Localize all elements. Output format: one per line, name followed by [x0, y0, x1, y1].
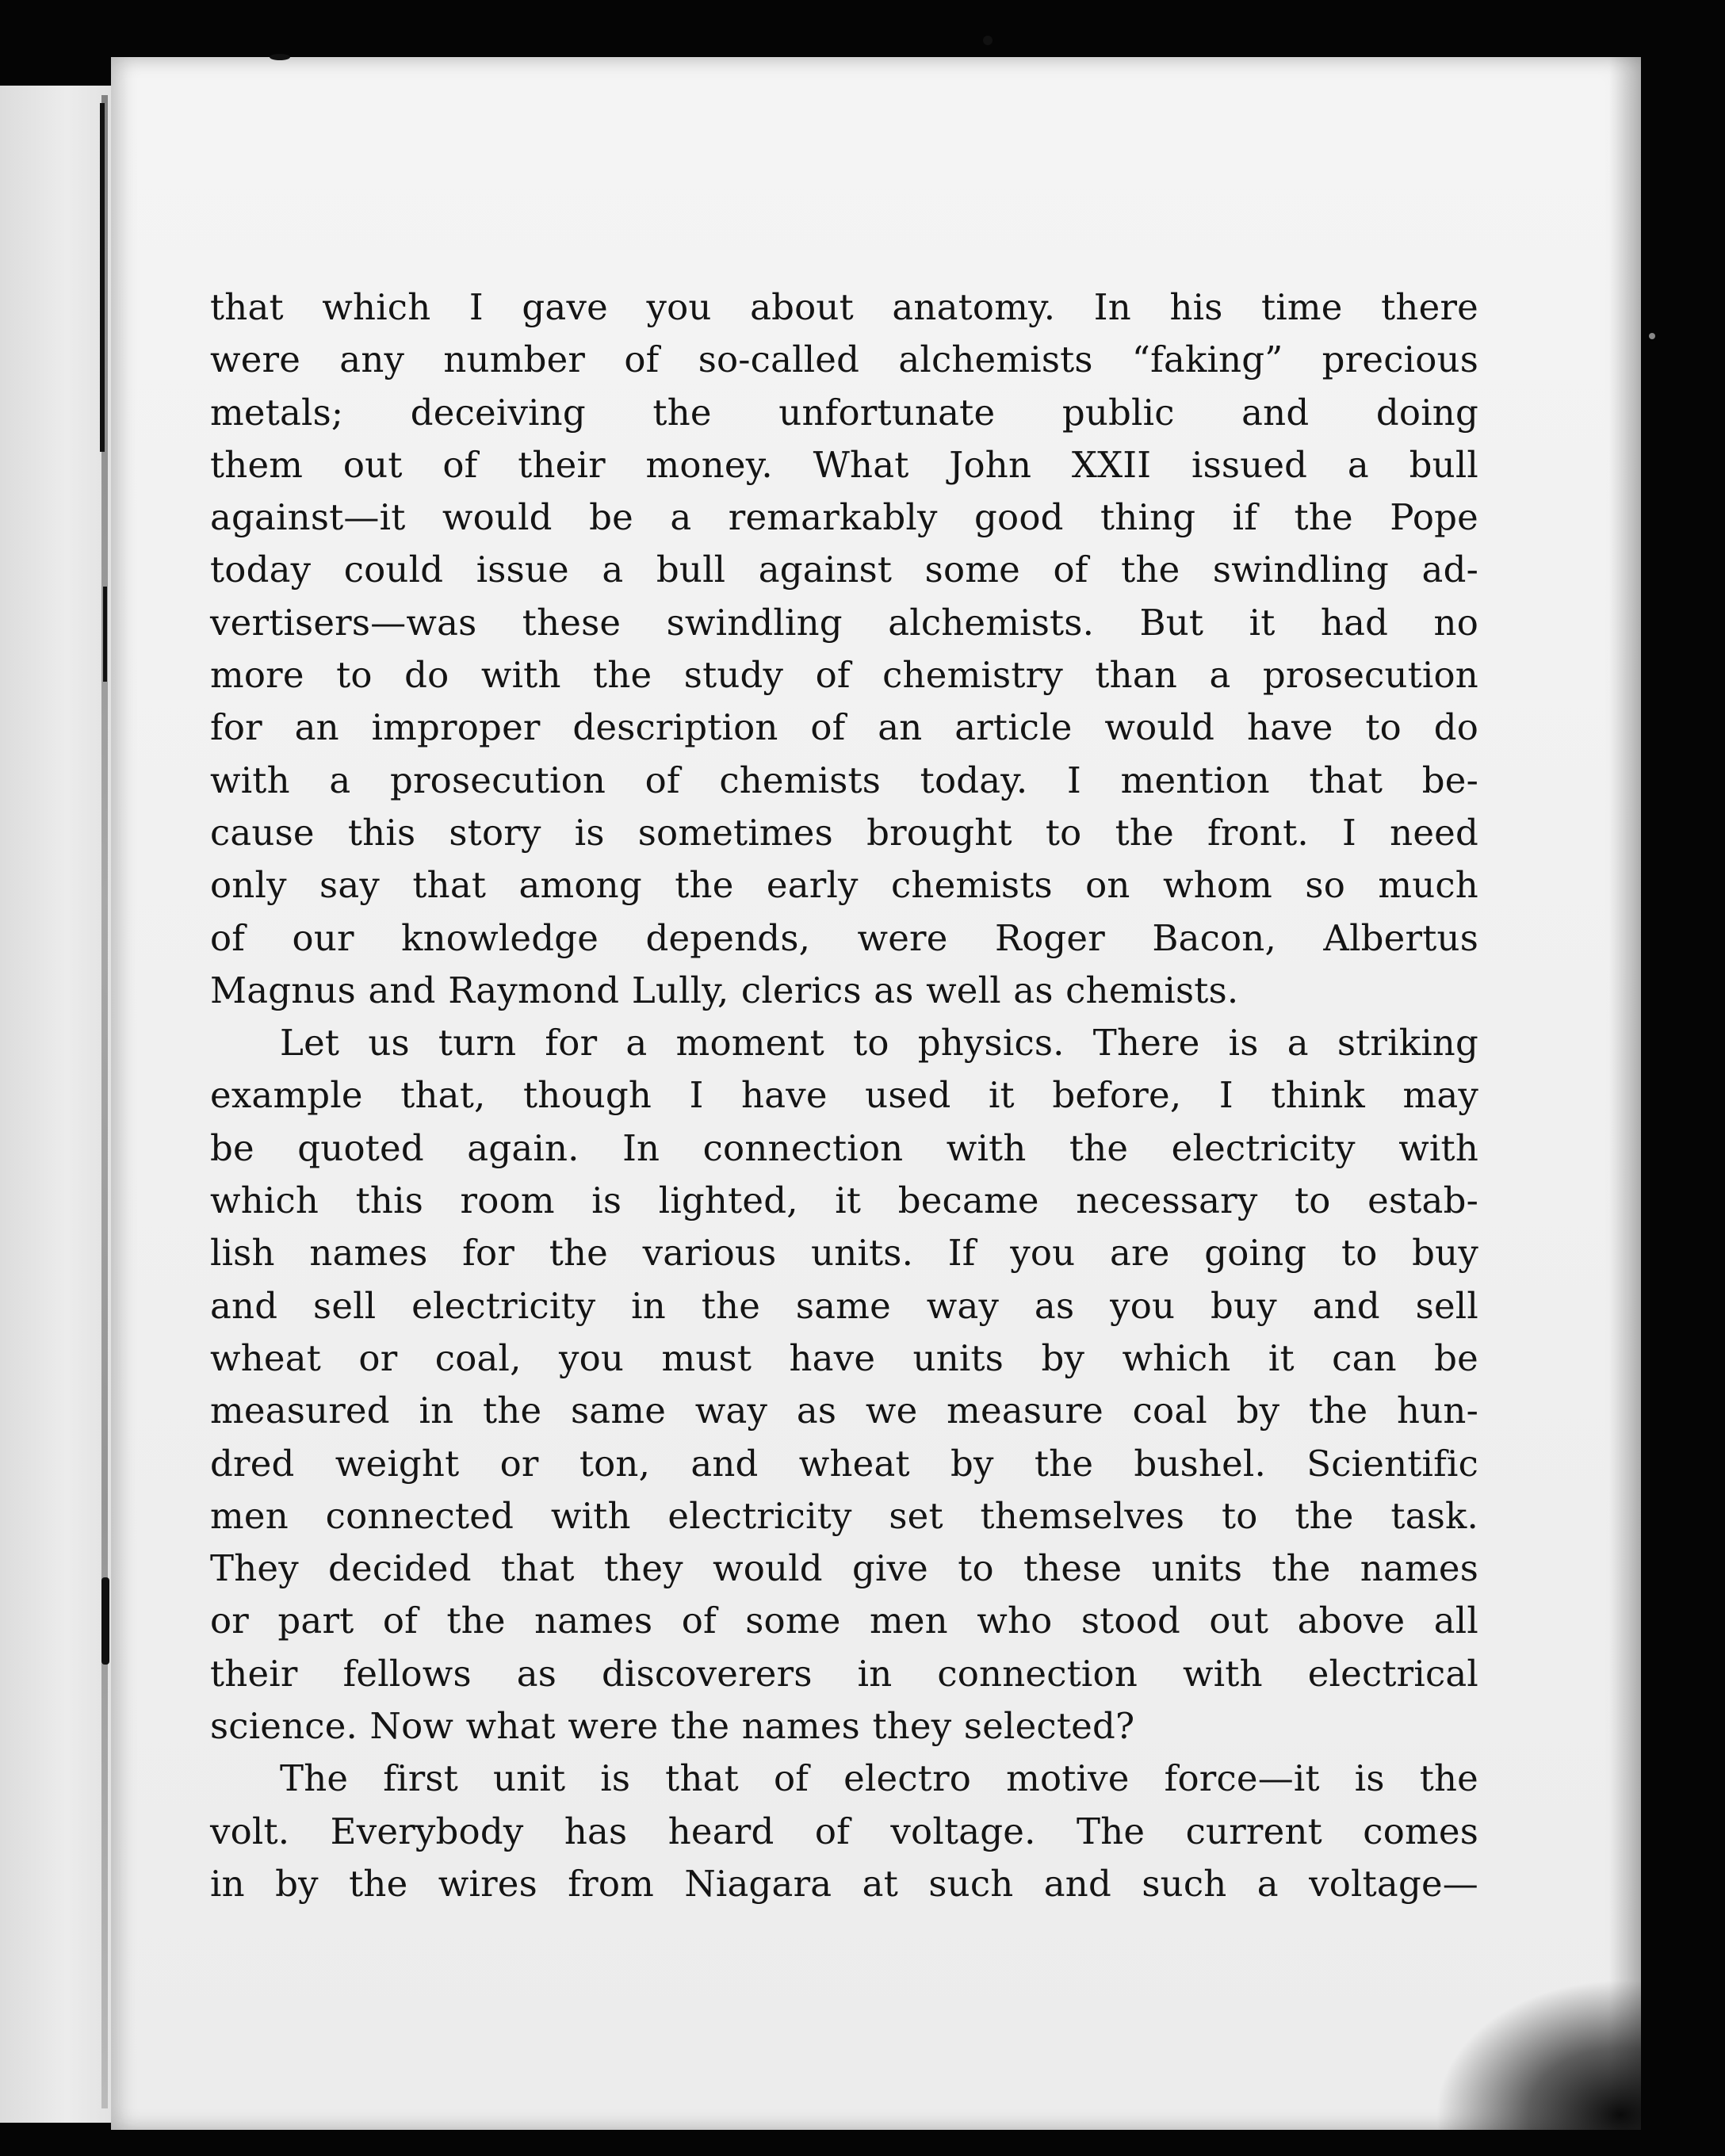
gutter-shadow-top: [100, 103, 105, 452]
text-line: were any number of so-called alchemists “faking” precious: [210, 338, 1478, 381]
paragraph: [210, 1753, 1478, 1910]
text-line: The first unit is that of electro motive force—it is the: [280, 1757, 1478, 1800]
text-line: against—it would be a remarkably good thing if the Pope: [210, 496, 1478, 539]
text-line: which this room is lighted, it became necessary to estab-: [210, 1179, 1478, 1222]
text-line: for an improper description of an article would have to do: [210, 706, 1478, 749]
text-line: today could issue a bull against some of the swindling ad-: [210, 549, 1478, 591]
text-line: that which I gave you about anatomy. In his time there: [210, 286, 1478, 328]
text-line: vertisers—was these swindling alchemists. But it had no: [210, 601, 1478, 644]
body-text: [210, 281, 1478, 1910]
text-line: dred weight or ton, and wheat by the bushel. Scientific: [210, 1442, 1478, 1485]
text-line: They decided that they would give to these units the names: [210, 1547, 1478, 1590]
text-line: lish names for the various units. If you are going to buy: [210, 1232, 1478, 1275]
text-line: men connected with electricity set themselves to the task.: [210, 1494, 1478, 1537]
text-line: measured in the same way as we measure coal by the hun-: [210, 1390, 1478, 1432]
text-line: volt. Everybody has heard of voltage. The current comes: [210, 1810, 1478, 1852]
text-line: in by the wires from Niagara at such and such a voltage—: [210, 1862, 1478, 1905]
text-line: of our knowledge depends, were Roger Bacon, Albertus: [210, 916, 1478, 959]
text-line: be quoted again. In connection with the electricity with: [210, 1126, 1478, 1169]
text-line: their fellows as discoverers in connection with electrical: [210, 1652, 1478, 1695]
text-line: Magnus and Raymond Lully, clerics as well as chemists.: [210, 969, 1239, 1011]
text-line: metals; deceiving the unfortunate public and doing: [210, 391, 1478, 434]
text-line: cause this story is sometimes brought to the front. I need: [210, 811, 1478, 854]
scan-speck: [1649, 333, 1655, 339]
text-line: Let us turn for a moment to physics. There is a striking: [280, 1022, 1478, 1065]
text-line: example that, though I have used it before, I think may: [210, 1074, 1478, 1117]
gutter-blot: [101, 1577, 109, 1665]
scan-speck: [983, 36, 993, 45]
corner-smudge: [1435, 1979, 1641, 2130]
text-line: them out of their money. What John XXII issued a bull: [210, 443, 1478, 486]
gutter-shadow-mid: [103, 587, 107, 682]
text-line: more to do with the study of chemistry than a prosecution: [210, 654, 1478, 697]
paragraph: [210, 281, 1478, 1017]
text-line: and sell electricity in the same way as you buy and sell: [210, 1284, 1478, 1327]
scan-speck: [270, 54, 290, 60]
text-line: science. Now what were the names they selected?: [210, 1705, 1135, 1748]
text-line: with a prosecution of chemists today. I mention that be-: [210, 759, 1478, 801]
paragraph: [210, 1017, 1478, 1753]
page-edge-shadow: [1609, 57, 1641, 2130]
text-line: only say that among the early chemists on whom so much: [210, 864, 1478, 907]
text-line: wheat or coal, you must have units by which it can be: [210, 1336, 1478, 1379]
facing-page-edge: [0, 86, 111, 2123]
text-line: or part of the names of some men who stood out above all: [210, 1600, 1478, 1642]
